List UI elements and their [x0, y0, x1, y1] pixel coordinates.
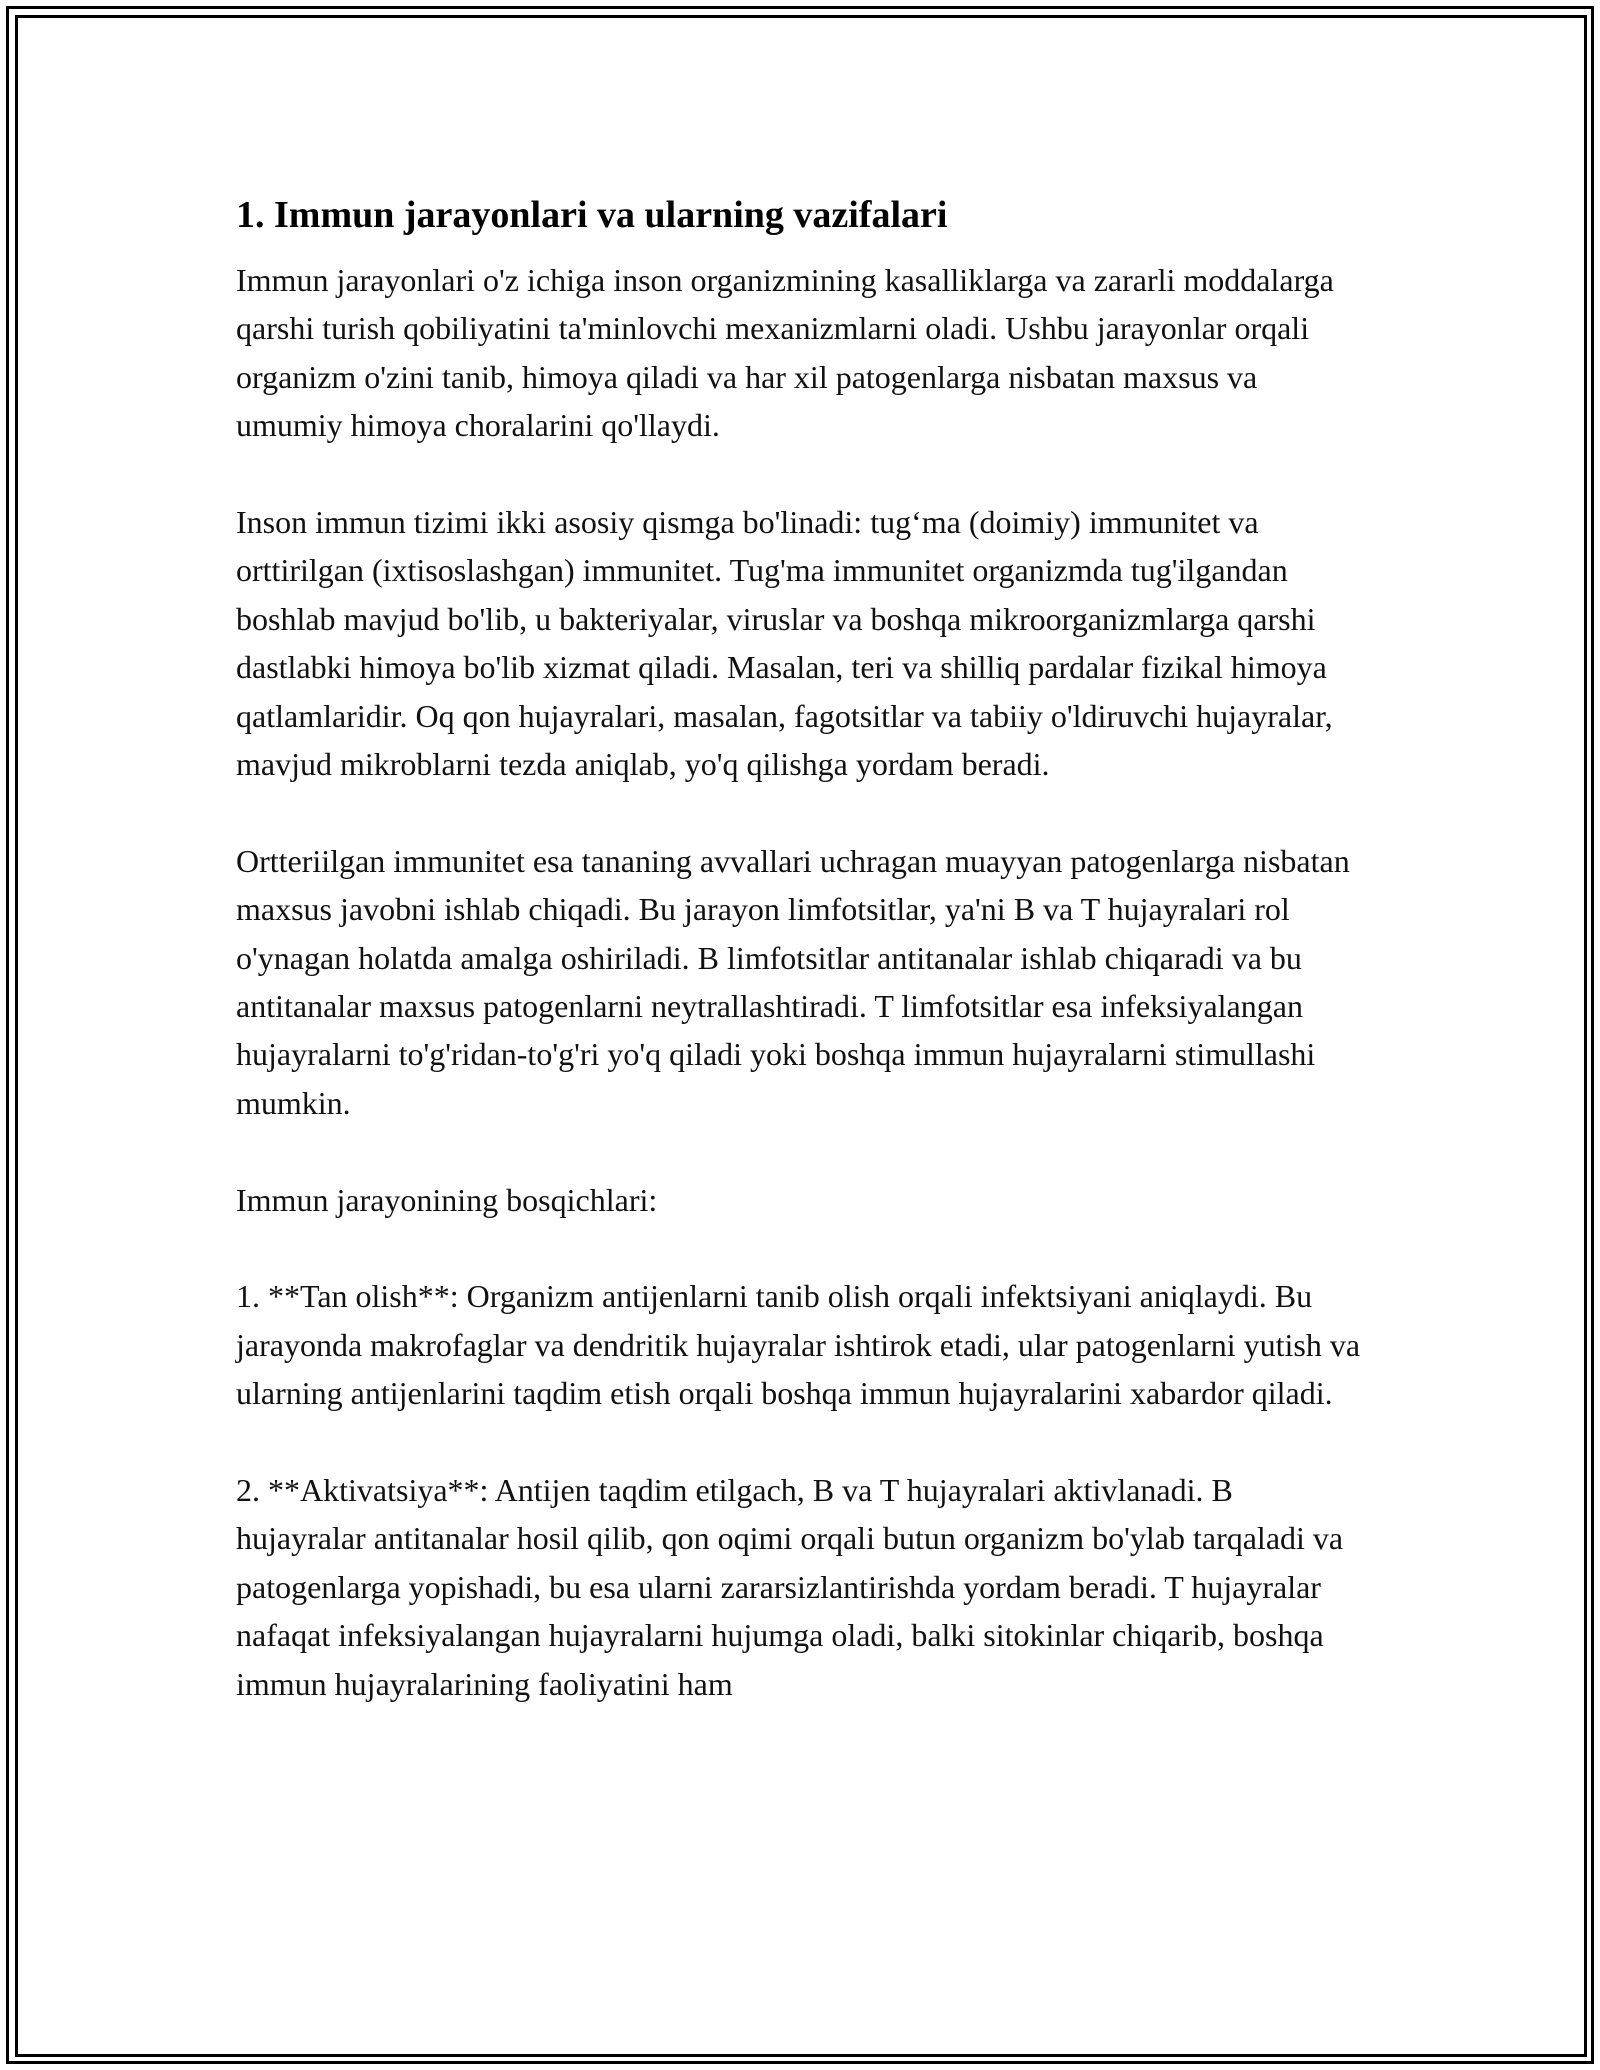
paragraph-intro: Immun jarayonlari o'z ichiga inson organizmining kasalliklarga va zararli moddalarga qarshi turish qobiliyatini ta'minlovchi mexanizmlarni oladi. Ushbu jarayonlar orqali organizm o'zini tanib, himoya qiladi va har xil patogenlarga nisbatan maxsus va umumiy himoya choralarini qo'llaydi.: [236, 262, 1334, 444]
paragraph-acquired-immunity: Ortteriilgan immunitet esa tananing avvallari uchragan muayyan patogenlarga nisbatan maxsus javobni ishlab chiqadi. Bu jarayon limfotsitlar, ya'ni B va T hujayralari rol o'ynagan holatda amalga oshiriladi. B limfotsitlar antitanalar ishlab chiqaradi va bu antitanalar maxsus patogenlarni neytrallashtiradi. T limfotsitlar esa infeksiyalangan hujayralarni to'g'ridan-to'g'ri yo'q qiladi yoki boshqa immun hujayralarni stimullashi mumkin.: [236, 842, 1350, 1121]
section-heading: 1. Immun jarayonlari va ularning vazifalari: [236, 194, 948, 236]
paragraph-stage-activation: 2. **Aktivatsiya**: Antijen taqdim etilgach, B va T hujayralari aktivlanadi. B hujayralar antitanalar hosil qilib, qon oqimi orqali butun organizm bo'ylab tarqaladi va patogenlarga yopishadi, bu esa ularni zararsizlantirishda yordam beradi. T hujayralar nafaqat infeksiyalangan hujayralarni hujumga oladi, balki sitokinlar chiqarib, boshqa immun hujayralarining faoliyatini ham: [236, 1472, 1344, 1702]
paragraph-stages-title: Immun jarayonining bosqichlari:: [236, 1181, 658, 1218]
paragraph-stage-recognition: 1. **Tan olish**: Organizm antijenlarni tanib olish orqali infektsiyani aniqlaydi. Bu jarayonda makrofaglar va dendritik hujayralar ishtirok etadi, ular patogenlarni yutish va ularning antijenlarini taqdim etish orqali boshqa immun hujayralarini xabardor qiladi.: [236, 1278, 1361, 1412]
paragraph-immune-system: Inson immun tizimi ikki asosiy qismga bo'linadi: tug‘ma (doimiy) immunitet va orttirilgan (ixtisoslashgan) immunitet. Tug'ma immunitet organizmda tug'ilgandan boshlab mavjud bo'lib, u bakteriyalar, viruslar va boshqa mikroorganizmlarga qarshi dastlabki himoya bo'lib xizmat qiladi. Masalan, teri va shilliq pardalar fizikal himoya qatlamlaridir. Oq qon hujayralari, masalan, fagotsitlar va tabiiy o'ldiruvchi hujayralar, mavjud mikroblarni tezda aniqlab, yo'q qilishga yordam beradi.: [236, 504, 1333, 783]
document-body: [236, 186, 1366, 1708]
